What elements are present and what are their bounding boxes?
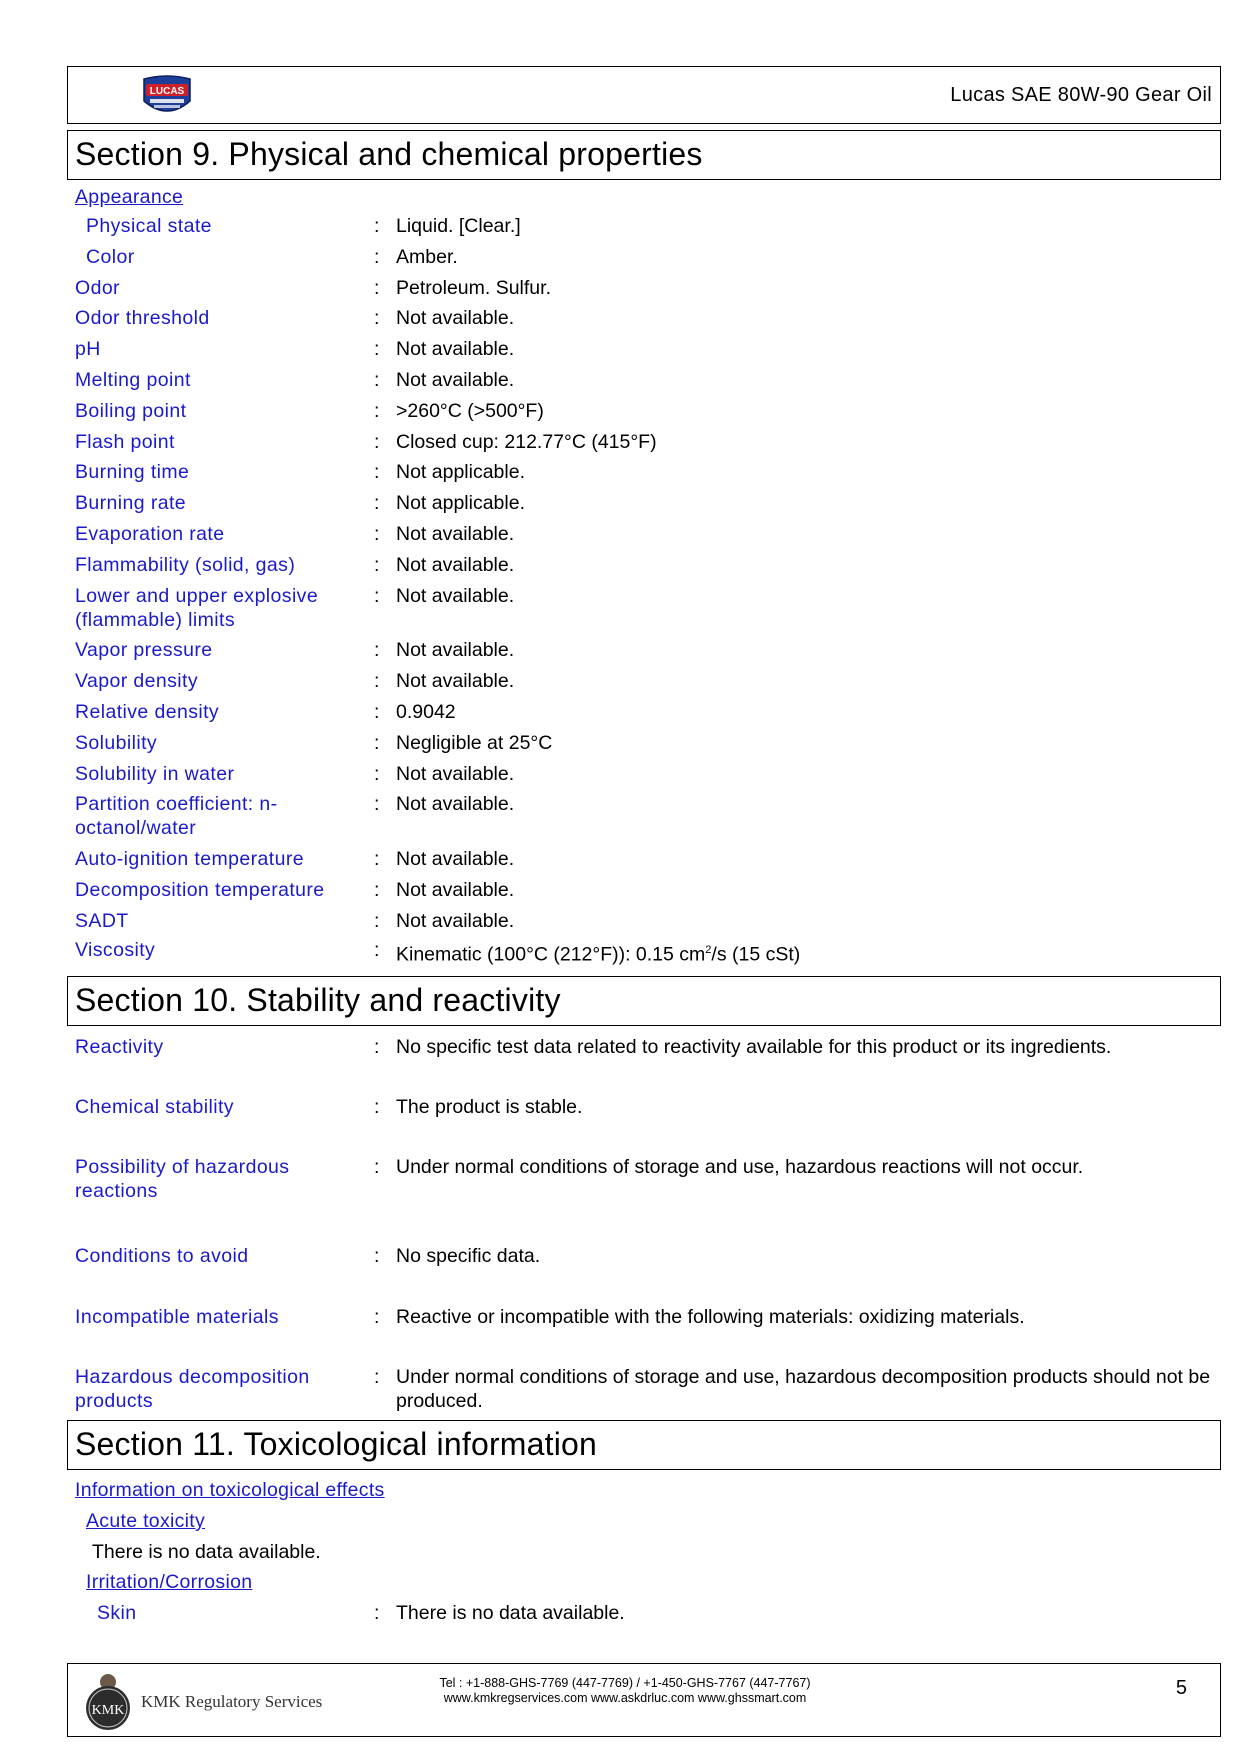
property-value: Not available. <box>396 670 515 692</box>
property-value: There is no data available. <box>396 1602 625 1624</box>
company-name: KMK Regulatory Services <box>141 1692 323 1711</box>
property-label: Hazardous decomposition products <box>75 1366 310 1412</box>
property-label: Melting point <box>75 369 191 391</box>
separator: : <box>374 763 380 785</box>
property-value: Petroleum. Sulfur. <box>396 277 551 299</box>
property-label: Solubility <box>75 732 158 754</box>
separator: : <box>374 215 380 237</box>
section-11-title: Section 11. Toxicological information <box>75 1426 598 1462</box>
separator: : <box>374 585 380 607</box>
property-value: >260°C (>500°F) <box>396 400 544 422</box>
property-value: Negligible at 25°C <box>396 732 553 754</box>
separator: : <box>374 277 380 299</box>
property-value: Not available. <box>396 793 515 815</box>
property-label: Vapor pressure <box>75 639 213 661</box>
section-10-title: Section 10. Stability and reactivity <box>75 982 561 1018</box>
separator: : <box>374 701 380 723</box>
separator: : <box>374 793 380 815</box>
property-label: SADT <box>75 910 129 932</box>
property-value: Amber. <box>396 246 458 268</box>
separator: : <box>374 338 380 360</box>
property-value: Under normal conditions of storage and use, hazardous decomposition products should not be produced. <box>396 1366 1211 1412</box>
property-value: Not applicable. <box>396 461 525 483</box>
property-value: Liquid. [Clear.] <box>396 215 521 237</box>
separator: : <box>374 523 380 545</box>
property-value: The product is stable. <box>396 1096 583 1118</box>
property-value: Not available. <box>396 639 515 661</box>
property-value: Reactive or incompatible with the following materials: oxidizing materials. <box>396 1306 1025 1328</box>
page-footer <box>67 1663 1221 1737</box>
property-value: Not available. <box>396 910 515 932</box>
viscosity-value-superscript: 2 <box>705 944 712 956</box>
property-label: Odor threshold <box>75 307 210 329</box>
property-label: Relative density <box>75 701 220 723</box>
separator: : <box>374 1096 380 1118</box>
contact-info <box>68 1676 1220 1706</box>
property-label: Chemical stability <box>75 1096 234 1118</box>
property-value: Not available. <box>396 554 515 576</box>
property-label: Auto-ignition temperature <box>75 848 304 870</box>
separator: : <box>374 1602 380 1624</box>
separator: : <box>374 910 380 932</box>
property-value: Not available. <box>396 369 515 391</box>
property-label: Burning rate <box>75 492 187 514</box>
property-label: Solubility in water <box>75 763 235 785</box>
viscosity-value-suffix: /s (15 cSt) <box>711 943 801 966</box>
property-label: pH <box>75 338 101 360</box>
property-value: Not available. <box>396 307 515 329</box>
svg-text:LUCAS: LUCAS <box>149 86 185 97</box>
property-label: Physical state <box>86 215 212 237</box>
property-value: Closed cup: 212.77°C (415°F) <box>396 431 657 453</box>
separator: : <box>374 431 380 453</box>
separator: : <box>374 670 380 692</box>
property-label: Flammability (solid, gas) <box>75 554 296 576</box>
property-label: Decomposition temperature <box>75 879 325 901</box>
acute-toxicity-link[interactable]: Acute toxicity <box>86 1510 206 1532</box>
property-value: Under normal conditions of storage and use, hazardous reactions will not occur. <box>396 1156 1084 1178</box>
property-value: Not available. <box>396 585 515 607</box>
viscosity-value-prefix: Kinematic (100°C (212°F)): 0.15 cm <box>396 943 706 966</box>
section-11-header <box>67 1420 1221 1470</box>
property-label: Burning time <box>75 461 190 483</box>
property-label: Odor <box>75 277 120 299</box>
property-label: Boiling point <box>75 400 187 422</box>
separator: : <box>374 639 380 661</box>
svg-text:KMK: KMK <box>91 1703 125 1718</box>
separator: : <box>374 1366 380 1388</box>
property-label: Skin <box>97 1602 137 1624</box>
separator: : <box>374 1245 380 1267</box>
property-value: Not available. <box>396 848 515 870</box>
property-label: Viscosity <box>75 939 156 961</box>
property-value: 0.9042 <box>396 701 456 723</box>
lucas-oil-logo <box>140 71 194 119</box>
property-value: Not available. <box>396 523 515 545</box>
separator: : <box>374 492 380 514</box>
page-header <box>67 66 1221 124</box>
property-label: Possibility of hazardous reactions <box>75 1156 290 1202</box>
separator: : <box>374 461 380 483</box>
separator: : <box>374 848 380 870</box>
irritation-corrosion-link[interactable]: Irritation/Corrosion <box>86 1571 253 1593</box>
property-label: Evaporation rate <box>75 523 225 545</box>
separator: : <box>374 879 380 901</box>
property-label: Vapor density <box>75 670 198 692</box>
section-9-title: Section 9. Physical and chemical properties <box>75 136 703 172</box>
property-label: Incompatible materials <box>75 1306 279 1328</box>
property-label: Reactivity <box>75 1036 164 1058</box>
separator: : <box>374 369 380 391</box>
contact-phone: Tel : +1-888-GHS-7769 (447-7769) / +1-450-GHS-7767 (447-7767) <box>439 1676 811 1690</box>
separator: : <box>374 307 380 329</box>
toxicological-effects-link[interactable]: Information on toxicological effects <box>75 1479 385 1501</box>
separator: : <box>374 554 380 576</box>
section-10-header <box>67 976 1221 1026</box>
section-9-header <box>67 130 1221 180</box>
property-label: Flash point <box>75 431 175 453</box>
separator: : <box>374 939 380 961</box>
property-value <box>396 938 1240 967</box>
separator: : <box>374 1036 380 1058</box>
separator: : <box>374 1156 380 1178</box>
property-label: Color <box>86 246 135 268</box>
separator: : <box>374 1306 380 1328</box>
property-value: No specific data. <box>396 1245 541 1267</box>
property-value: No specific test data related to reactivity available for this product or its ingredients. <box>396 1036 1112 1058</box>
contact-websites: www.kmkregservices.com www.askdrluc.com www.ghssmart.com <box>443 1691 807 1705</box>
property-label: Conditions to avoid <box>75 1245 249 1267</box>
property-label: Partition coefficient: n-octanol/water <box>75 793 278 839</box>
property-value: Not applicable. <box>396 492 525 514</box>
property-value: Not available. <box>396 879 515 901</box>
property-value: Not available. <box>396 338 515 360</box>
acute-toxicity-text: There is no data available. <box>92 1541 321 1563</box>
separator: : <box>374 732 380 754</box>
separator: : <box>374 246 380 268</box>
property-value: Not available. <box>396 763 515 785</box>
page-number: 5 <box>1175 1677 1187 1699</box>
product-name: Lucas SAE 80W-90 Gear Oil <box>950 84 1212 106</box>
separator: : <box>374 400 380 422</box>
appearance-link[interactable]: Appearance <box>75 186 184 208</box>
property-label: Lower and upper explosive (flammable) limits <box>75 585 319 631</box>
